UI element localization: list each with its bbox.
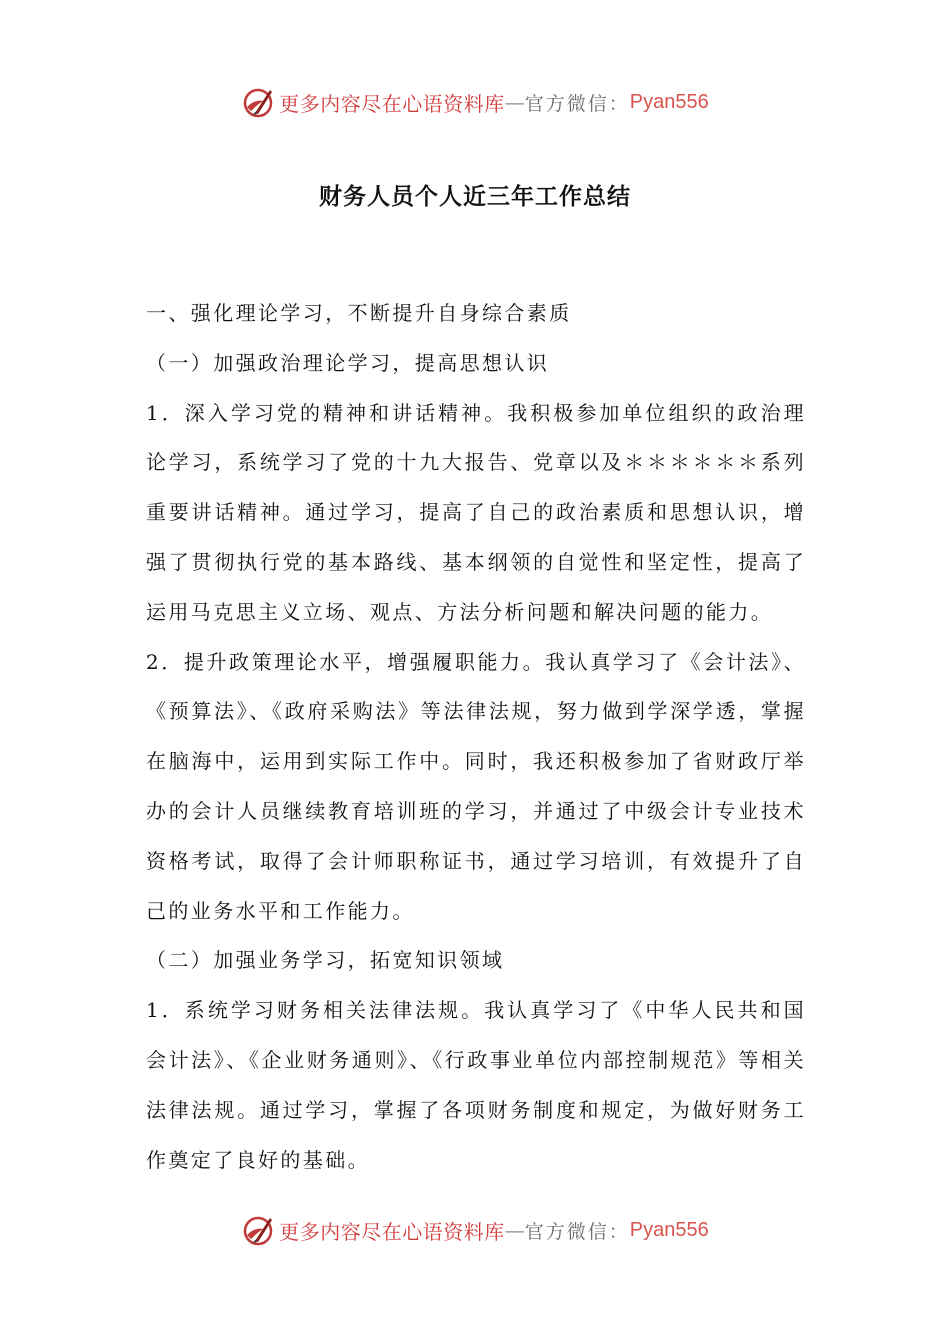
document-body (146, 289, 806, 1185)
header-banner (0, 82, 950, 122)
banner-subtitle: 官方微信： (524, 92, 630, 115)
pen-logo-icon (241, 85, 275, 119)
banner-dash: — (504, 1218, 525, 1242)
banner-wechat-id: Pyan556 (629, 1218, 709, 1241)
body-paragraph: 1．深入学习党的精神和讲话精神。我积极参加单位组织的政治理论学习，系统学习了党的十九大报告、党章以及＊＊＊＊＊＊系列重要讲话精神。通过学习，提高了自己的政治素质和思想认识，增强了贯彻执行党的基本路线、基本纲领的自觉性和坚定性，提高了运用马克思主义立场、观点、方法分析问题和解决问题的能力。 (146, 400, 806, 624)
banner-main-text: 更多内容尽在心语资料库 (279, 91, 505, 116)
subsection-heading: （一）加强政治理论学习，提高思想认识 (146, 350, 550, 375)
banner-subtitle: 官方微信： (524, 1220, 630, 1243)
banner-wechat-id: Pyan556 (629, 90, 709, 113)
section-heading: 一、强化理论学习，不断提升自身综合素质 (146, 301, 572, 325)
banner-dash: — (504, 90, 525, 114)
body-paragraph: 1．系统学习财务相关法律法规。我认真学习了《中华人民共和国会计法》、《企业财务通则》、《行政事业单位内部控制规范》等相关法律法规。通过学习，掌握了各项财务制度和规定，为做好财务工作奠定了良好的基础。 (146, 998, 806, 1172)
banner-main-text: 更多内容尽在心语资料库 (279, 1219, 505, 1244)
footer-banner (0, 1210, 950, 1250)
subsection-heading: （二）加强业务学习，拓宽知识领域 (146, 948, 505, 973)
body-paragraph: 2．提升政策理论水平，增强履职能力。我认真学习了《会计法》、《预算法》、《政府采购法》等法律法规，努力做到学深学透，掌握在脑海中，运用到实际工作中。同时，我还积极参加了省财政厅举办的会计人员继续教育培训班的学习，并通过了中级会计专业技术资格考试，取得了会计师职称证书，通过学习培训，有效提升了自己的业务水平和工作能力。 (146, 649, 806, 923)
pen-logo-icon (241, 1213, 275, 1247)
document-title: 财务人员个人近三年工作总结 (319, 184, 631, 210)
